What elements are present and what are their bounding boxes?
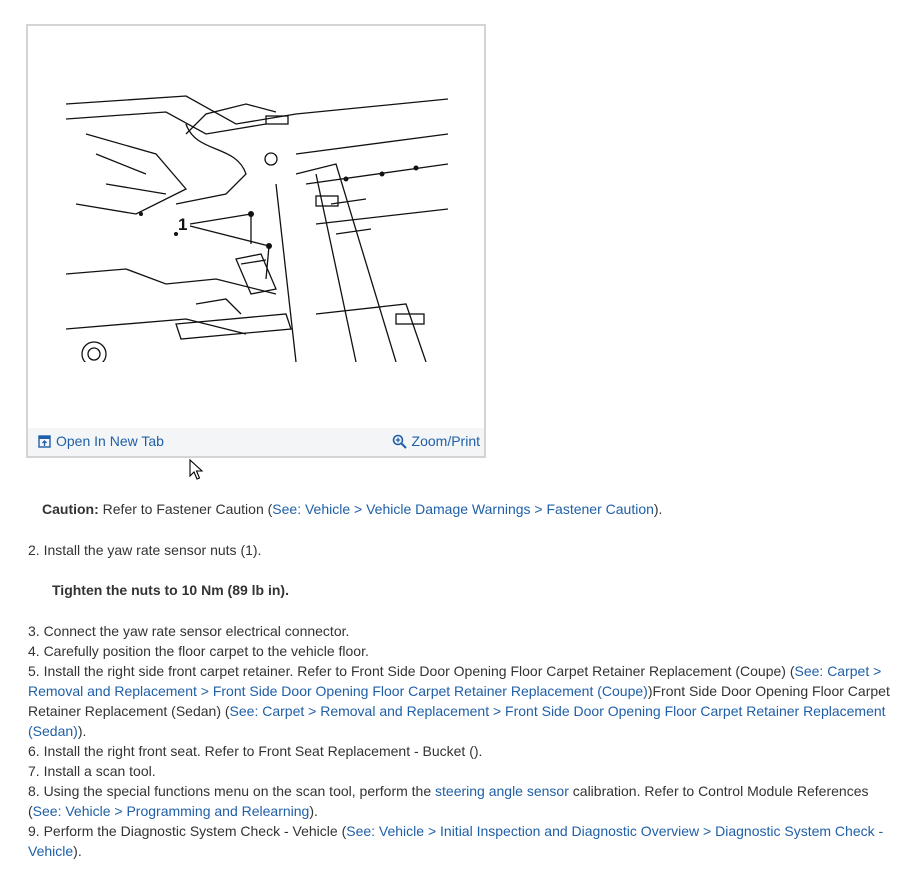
zoom-print-button[interactable] [392,433,480,449]
programming-relearning-link[interactable]: See: Vehicle > Programming and Relearning [32,803,310,819]
magnifier-plus-icon [392,434,407,449]
zoom-print-label: Zoom/Print [411,433,480,449]
step-5-text-b: )Front Side Door Opening Floor Carpet Retainer Replacement (Sedan) ( [28,683,890,719]
step-2: 2. Install the yaw rate sensor nuts (1). [28,542,262,558]
step-4: 4. Carefully position the floor carpet to the vehicle floor. [28,643,369,659]
yaw-rate-sensor-diagram [66,94,448,362]
callout-1-label: 1 [178,215,188,234]
new-tab-icon [38,435,51,448]
step-8-text-b: calibration. Refer to Control Module References ( [28,783,869,819]
fastener-caution-link[interactable]: See: Vehicle > Vehicle Damage Warnings > Fastener Caution [272,501,654,517]
figure-container [26,24,486,458]
caution-end: ). [653,501,663,517]
step-9 [28,821,890,861]
caution-label: Caution: [42,501,99,517]
step-8 [28,781,890,821]
sedan-carpet-retainer-link[interactable]: See: Carpet > Removal and Replacement > Front Side Door Opening Floor Carpet Retainer Replacement (Sedan) [28,703,886,739]
step-6: 6. Install the right front seat. Refer to Front Seat Replacement - Bucket (). [28,743,483,759]
caution-note [42,499,904,519]
steering-angle-sensor-link[interactable]: steering angle sensor [435,783,569,799]
open-in-new-tab-label: Open In New Tab [56,433,164,449]
torque-spec: Tighten the nuts to 10 Nm (89 lb in). [52,582,289,598]
caution-text: Refer to Fastener Caution ( [98,501,273,517]
figure-toolbar [28,428,484,456]
step-8-text-a: 8. Using the special functions menu on the scan tool, perform the [28,783,436,799]
step-9-text-a: 9. Perform the Diagnostic System Check - Vehicle ( [28,823,347,839]
step-8-text-c: ). [309,803,318,819]
step-5-text-c: ). [77,723,87,739]
mouse-pointer-icon [189,459,203,481]
step-7: 7. Install a scan tool. [28,763,156,779]
coupe-carpet-retainer-link[interactable]: See: Carpet > Removal and Replacement > Front Side Door Opening Floor Carpet Retainer Replacement (Coupe) [28,663,882,699]
step-5 [28,661,890,741]
open-in-new-tab-button[interactable] [38,433,164,449]
step-5-text-a: 5. Install the right side front carpet retainer. Refer to Front Side Door Opening Floor Carpet Retainer Replacement (Coupe) ( [28,663,795,679]
step-3: 3. Connect the yaw rate sensor electrical connector. [28,623,350,639]
step-9-text-b: ). [73,843,82,859]
diagnostic-system-check-link[interactable]: See: Vehicle > Initial Inspection and Diagnostic Overview > Diagnostic System Check - Vehicle [28,823,884,859]
